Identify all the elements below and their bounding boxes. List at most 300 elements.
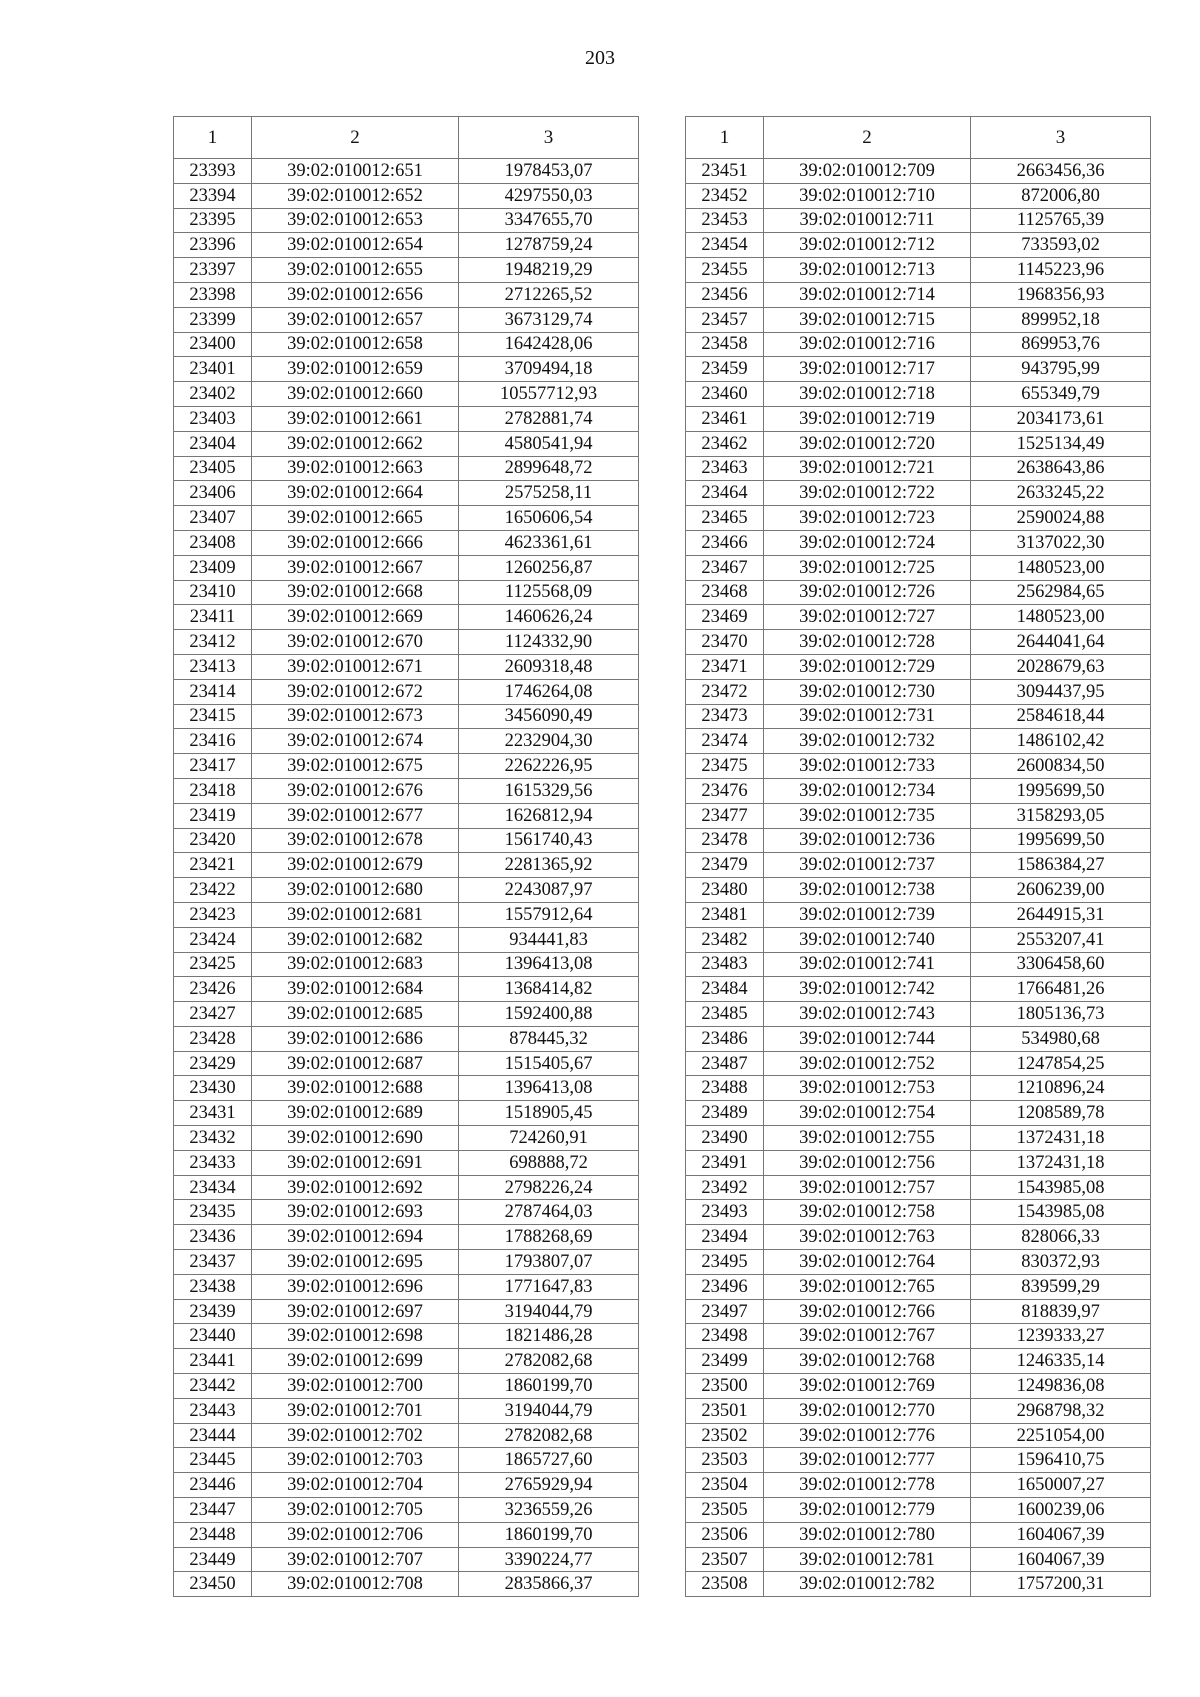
table-row [174,878,639,903]
cadastral-number-cell: 39:02:010012:715 [764,307,971,332]
row-number-cell: 23480 [686,878,764,903]
cadastral-number-cell: 39:02:010012:664 [252,481,459,506]
row-number-cell: 23490 [686,1126,764,1151]
table-row [686,208,1151,233]
row-number-cell: 23474 [686,729,764,754]
row-number-cell: 23436 [174,1225,252,1250]
table-row [174,1324,639,1349]
table-row [174,803,639,828]
cadastral-number-cell: 39:02:010012:677 [252,803,459,828]
cadastral-number-cell: 39:02:010012:707 [252,1547,459,1572]
value-cell: 1642428,06 [459,332,639,357]
value-cell: 1746264,08 [459,679,639,704]
row-number-cell: 23498 [686,1324,764,1349]
cadastral-number-cell: 39:02:010012:728 [764,630,971,655]
row-number-cell: 23393 [174,159,252,184]
cadastral-number-cell: 39:02:010012:679 [252,853,459,878]
row-number-cell: 23439 [174,1299,252,1324]
table-row [174,1002,639,1027]
value-cell: 1615329,56 [459,778,639,803]
cadastral-number-cell: 39:02:010012:778 [764,1473,971,1498]
cadastral-number-cell: 39:02:010012:711 [764,208,971,233]
value-cell: 1460626,24 [459,605,639,630]
row-number-cell: 23495 [686,1250,764,1275]
value-cell: 1592400,88 [459,1002,639,1027]
table-row [174,902,639,927]
cadastral-number-cell: 39:02:010012:695 [252,1250,459,1275]
row-number-cell: 23431 [174,1101,252,1126]
value-cell: 1518905,45 [459,1101,639,1126]
cadastral-number-cell: 39:02:010012:766 [764,1299,971,1324]
row-number-cell: 23467 [686,555,764,580]
cadastral-number-cell: 39:02:010012:670 [252,630,459,655]
cadastral-number-cell: 39:02:010012:658 [252,332,459,357]
row-number-cell: 23422 [174,878,252,903]
row-number-cell: 23497 [686,1299,764,1324]
table-row [174,704,639,729]
row-number-cell: 23491 [686,1150,764,1175]
row-number-cell: 23410 [174,580,252,605]
cadastral-number-cell: 39:02:010012:743 [764,1002,971,1027]
value-cell: 3709494,18 [459,357,639,382]
value-cell: 1968356,93 [971,282,1151,307]
row-number-cell: 23461 [686,406,764,431]
value-cell: 1596410,75 [971,1448,1151,1473]
column-header-cadastral-number: 2 [252,117,459,159]
cadastral-number-cell: 39:02:010012:688 [252,1076,459,1101]
row-number-cell: 23448 [174,1522,252,1547]
row-number-cell: 23493 [686,1200,764,1225]
cadastral-number-cell: 39:02:010012:754 [764,1101,971,1126]
row-number-cell: 23463 [686,456,764,481]
table-row [174,977,639,1002]
cadastral-number-cell: 39:02:010012:709 [764,159,971,184]
table-row [686,1547,1151,1572]
cadastral-number-cell: 39:02:010012:712 [764,233,971,258]
cadastral-number-cell: 39:02:010012:740 [764,927,971,952]
table-row [174,828,639,853]
cadastral-number-cell: 39:02:010012:763 [764,1225,971,1250]
cadastral-number-cell: 39:02:010012:659 [252,357,459,382]
cadastral-number-cell: 39:02:010012:697 [252,1299,459,1324]
cadastral-number-cell: 39:02:010012:681 [252,902,459,927]
table-row [686,258,1151,283]
row-number-cell: 23464 [686,481,764,506]
cadastral-number-cell: 39:02:010012:669 [252,605,459,630]
row-number-cell: 23399 [174,307,252,332]
table-row [686,282,1151,307]
row-number-cell: 23402 [174,382,252,407]
row-number-cell: 23473 [686,704,764,729]
cadastral-number-cell: 39:02:010012:757 [764,1175,971,1200]
table-row [686,506,1151,531]
table-row [686,382,1151,407]
row-number-cell: 23459 [686,357,764,382]
value-cell: 10557712,93 [459,382,639,407]
row-number-cell: 23468 [686,580,764,605]
row-number-cell: 23426 [174,977,252,1002]
cadastral-number-cell: 39:02:010012:710 [764,183,971,208]
cadastral-number-cell: 39:02:010012:693 [252,1200,459,1225]
column-header-number: 1 [686,117,764,159]
cadastral-number-cell: 39:02:010012:765 [764,1274,971,1299]
value-cell: 2232904,30 [459,729,639,754]
value-cell: 1561740,43 [459,828,639,853]
cadastral-number-cell: 39:02:010012:672 [252,679,459,704]
table-row [174,1299,639,1324]
value-cell: 1543985,08 [971,1200,1151,1225]
value-cell: 869953,76 [971,332,1151,357]
value-cell: 1650606,54 [459,506,639,531]
value-cell: 1600239,06 [971,1498,1151,1523]
row-number-cell: 23404 [174,431,252,456]
row-number-cell: 23434 [174,1175,252,1200]
value-cell: 1480523,00 [971,555,1151,580]
cadastral-number-cell: 39:02:010012:718 [764,382,971,407]
row-number-cell: 23450 [174,1572,252,1597]
row-number-cell: 23428 [174,1026,252,1051]
row-number-cell: 23420 [174,828,252,853]
cadastral-number-cell: 39:02:010012:777 [764,1448,971,1473]
table-row [686,679,1151,704]
table-row [686,1448,1151,1473]
table-row [174,382,639,407]
row-number-cell: 23479 [686,853,764,878]
value-cell: 899952,18 [971,307,1151,332]
cadastral-number-cell: 39:02:010012:663 [252,456,459,481]
row-number-cell: 23416 [174,729,252,754]
table-row [174,258,639,283]
table-row [686,1299,1151,1324]
table-row [174,1200,639,1225]
table-row [686,927,1151,952]
cadastral-number-cell: 39:02:010012:714 [764,282,971,307]
cadastral-number-cell: 39:02:010012:660 [252,382,459,407]
value-cell: 1626812,94 [459,803,639,828]
value-cell: 2644041,64 [971,630,1151,655]
cadastral-number-cell: 39:02:010012:708 [252,1572,459,1597]
row-number-cell: 23396 [174,233,252,258]
row-number-cell: 23421 [174,853,252,878]
table-row [174,1225,639,1250]
value-cell: 2787464,03 [459,1200,639,1225]
table-row [174,729,639,754]
row-number-cell: 23482 [686,927,764,952]
table-row [174,1101,639,1126]
value-cell: 2553207,41 [971,927,1151,952]
value-cell: 4580541,94 [459,431,639,456]
cadastral-number-cell: 39:02:010012:781 [764,1547,971,1572]
cadastral-number-cell: 39:02:010012:753 [764,1076,971,1101]
table-row [686,1175,1151,1200]
table-row [174,431,639,456]
row-number-cell: 23418 [174,778,252,803]
cadastral-number-cell: 39:02:010012:686 [252,1026,459,1051]
value-cell: 3194044,79 [459,1398,639,1423]
value-cell: 1246335,14 [971,1349,1151,1374]
table-row [686,307,1151,332]
table-row [174,530,639,555]
row-number-cell: 23486 [686,1026,764,1051]
cadastral-number-cell: 39:02:010012:662 [252,431,459,456]
table-row [174,654,639,679]
cadastral-number-cell: 39:02:010012:735 [764,803,971,828]
cadastral-number-cell: 39:02:010012:702 [252,1423,459,1448]
table-row [686,1572,1151,1597]
value-cell: 1650007,27 [971,1473,1151,1498]
table-row [174,1473,639,1498]
cadastral-number-cell: 39:02:010012:768 [764,1349,971,1374]
table-row [686,902,1151,927]
table-row [686,977,1151,1002]
cadastral-number-cell: 39:02:010012:651 [252,159,459,184]
cadastral-number-cell: 39:02:010012:780 [764,1522,971,1547]
value-cell: 1396413,08 [459,952,639,977]
value-cell: 1543985,08 [971,1175,1151,1200]
cadastral-number-cell: 39:02:010012:655 [252,258,459,283]
cadastral-number-cell: 39:02:010012:673 [252,704,459,729]
cadastral-number-cell: 39:02:010012:764 [764,1250,971,1275]
value-cell: 3158293,05 [971,803,1151,828]
cadastral-number-cell: 39:02:010012:730 [764,679,971,704]
table-row [174,1423,639,1448]
table-row [174,630,639,655]
row-number-cell: 23465 [686,506,764,531]
table-row [174,332,639,357]
value-cell: 2644915,31 [971,902,1151,927]
table-row [174,1547,639,1572]
value-cell: 1788268,69 [459,1225,639,1250]
table-row [686,1274,1151,1299]
value-cell: 2609318,48 [459,654,639,679]
value-cell: 2765929,94 [459,1473,639,1498]
column-header-cadastral-number: 2 [764,117,971,159]
row-number-cell: 23500 [686,1374,764,1399]
row-number-cell: 23409 [174,555,252,580]
cadastral-number-cell: 39:02:010012:729 [764,654,971,679]
cadastral-number-cell: 39:02:010012:744 [764,1026,971,1051]
cadastral-number-cell: 39:02:010012:653 [252,208,459,233]
table-row [174,208,639,233]
cadastral-number-cell: 39:02:010012:706 [252,1522,459,1547]
row-number-cell: 23472 [686,679,764,704]
row-number-cell: 23430 [174,1076,252,1101]
cadastral-number-cell: 39:02:010012:720 [764,431,971,456]
row-number-cell: 23508 [686,1572,764,1597]
row-number-cell: 23457 [686,307,764,332]
cadastral-number-cell: 39:02:010012:716 [764,332,971,357]
table-row [174,1374,639,1399]
row-number-cell: 23411 [174,605,252,630]
row-number-cell: 23407 [174,506,252,531]
cadastral-number-cell: 39:02:010012:731 [764,704,971,729]
row-number-cell: 23437 [174,1250,252,1275]
table-row [686,630,1151,655]
value-cell: 1978453,07 [459,159,639,184]
row-number-cell: 23424 [174,927,252,952]
value-cell: 1821486,28 [459,1324,639,1349]
value-cell: 878445,32 [459,1026,639,1051]
value-cell: 1260256,87 [459,555,639,580]
column-header-number: 1 [174,117,252,159]
value-cell: 1586384,27 [971,853,1151,878]
row-number-cell: 23441 [174,1349,252,1374]
row-number-cell: 23414 [174,679,252,704]
row-number-cell: 23445 [174,1448,252,1473]
row-number-cell: 23427 [174,1002,252,1027]
cadastral-number-cell: 39:02:010012:779 [764,1498,971,1523]
table-row [686,828,1151,853]
value-cell: 1125765,39 [971,208,1151,233]
table-row [686,1150,1151,1175]
table-row [686,233,1151,258]
row-number-cell: 23501 [686,1398,764,1423]
cadastral-number-cell: 39:02:010012:699 [252,1349,459,1374]
row-number-cell: 23443 [174,1398,252,1423]
value-cell: 1995699,50 [971,828,1151,853]
value-cell: 1757200,31 [971,1572,1151,1597]
value-cell: 1515405,67 [459,1051,639,1076]
value-cell: 4623361,61 [459,530,639,555]
table-row [174,1250,639,1275]
cadastral-number-cell: 39:02:010012:678 [252,828,459,853]
row-number-cell: 23507 [686,1547,764,1572]
row-number-cell: 23471 [686,654,764,679]
cadastral-number-cell: 39:02:010012:717 [764,357,971,382]
value-cell: 2782082,68 [459,1423,639,1448]
value-cell: 2782881,74 [459,406,639,431]
table-row [174,1051,639,1076]
value-cell: 2590024,88 [971,506,1151,531]
table-row [174,1076,639,1101]
registry-table-left [173,116,639,1597]
cadastral-number-cell: 39:02:010012:687 [252,1051,459,1076]
table-row [174,1398,639,1423]
value-cell: 1525134,49 [971,431,1151,456]
row-number-cell: 23438 [174,1274,252,1299]
cadastral-number-cell: 39:02:010012:701 [252,1398,459,1423]
cadastral-number-cell: 39:02:010012:703 [252,1448,459,1473]
table-row [174,357,639,382]
value-cell: 2968798,32 [971,1398,1151,1423]
value-cell: 3673129,74 [459,307,639,332]
table-row [174,1448,639,1473]
table-row [174,481,639,506]
cadastral-number-cell: 39:02:010012:676 [252,778,459,803]
value-cell: 698888,72 [459,1150,639,1175]
row-number-cell: 23483 [686,952,764,977]
row-number-cell: 23452 [686,183,764,208]
row-number-cell: 23398 [174,282,252,307]
value-cell: 828066,33 [971,1225,1151,1250]
value-cell: 2028679,63 [971,654,1151,679]
cadastral-number-cell: 39:02:010012:722 [764,481,971,506]
row-number-cell: 23401 [174,357,252,382]
cadastral-number-cell: 39:02:010012:769 [764,1374,971,1399]
value-cell: 2243087,97 [459,878,639,903]
value-cell: 1860199,70 [459,1522,639,1547]
row-number-cell: 23504 [686,1473,764,1498]
value-cell: 2606239,00 [971,878,1151,903]
cadastral-number-cell: 39:02:010012:724 [764,530,971,555]
cadastral-number-cell: 39:02:010012:758 [764,1200,971,1225]
value-cell: 934441,83 [459,927,639,952]
row-number-cell: 23397 [174,258,252,283]
row-number-cell: 23502 [686,1423,764,1448]
row-number-cell: 23413 [174,654,252,679]
cadastral-number-cell: 39:02:010012:694 [252,1225,459,1250]
table-row [174,233,639,258]
cadastral-number-cell: 39:02:010012:782 [764,1572,971,1597]
table-row [686,1225,1151,1250]
cadastral-number-cell: 39:02:010012:685 [252,1002,459,1027]
row-number-cell: 23449 [174,1547,252,1572]
cadastral-number-cell: 39:02:010012:733 [764,754,971,779]
cadastral-number-cell: 39:02:010012:756 [764,1150,971,1175]
row-number-cell: 23423 [174,902,252,927]
table-row [174,1150,639,1175]
table-row [686,1473,1151,1498]
table-row [174,1175,639,1200]
row-number-cell: 23469 [686,605,764,630]
row-number-cell: 23492 [686,1175,764,1200]
cadastral-number-cell: 39:02:010012:721 [764,456,971,481]
cadastral-number-cell: 39:02:010012:725 [764,555,971,580]
value-cell: 1125568,09 [459,580,639,605]
row-number-cell: 23395 [174,208,252,233]
row-number-cell: 23394 [174,183,252,208]
table-row [174,159,639,184]
table-body [686,159,1151,1597]
cadastral-number-cell: 39:02:010012:736 [764,828,971,853]
cadastral-number-cell: 39:02:010012:767 [764,1324,971,1349]
cadastral-number-cell: 39:02:010012:692 [252,1175,459,1200]
value-cell: 1210896,24 [971,1076,1151,1101]
cadastral-number-cell: 39:02:010012:742 [764,977,971,1002]
value-cell: 1604067,39 [971,1547,1151,1572]
table-row [174,778,639,803]
value-cell: 1995699,50 [971,778,1151,803]
value-cell: 2600834,50 [971,754,1151,779]
table-row [174,307,639,332]
table-body [174,159,639,1597]
value-cell: 2663456,36 [971,159,1151,184]
row-number-cell: 23489 [686,1101,764,1126]
table-row [174,853,639,878]
cadastral-number-cell: 39:02:010012:684 [252,977,459,1002]
table-row [686,704,1151,729]
table-row [686,481,1151,506]
cadastral-number-cell: 39:02:010012:666 [252,530,459,555]
value-cell: 1771647,83 [459,1274,639,1299]
row-number-cell: 23503 [686,1448,764,1473]
cadastral-number-cell: 39:02:010012:776 [764,1423,971,1448]
row-number-cell: 23505 [686,1498,764,1523]
value-cell: 1145223,96 [971,258,1151,283]
value-cell: 2899648,72 [459,456,639,481]
value-cell: 818839,97 [971,1299,1151,1324]
table-row [174,679,639,704]
row-number-cell: 23455 [686,258,764,283]
value-cell: 2835866,37 [459,1572,639,1597]
table-row [686,803,1151,828]
table-row [686,1374,1151,1399]
table-row [174,282,639,307]
value-cell: 733593,02 [971,233,1151,258]
table-row [686,530,1151,555]
table-row [686,1002,1151,1027]
value-cell: 1793807,07 [459,1250,639,1275]
